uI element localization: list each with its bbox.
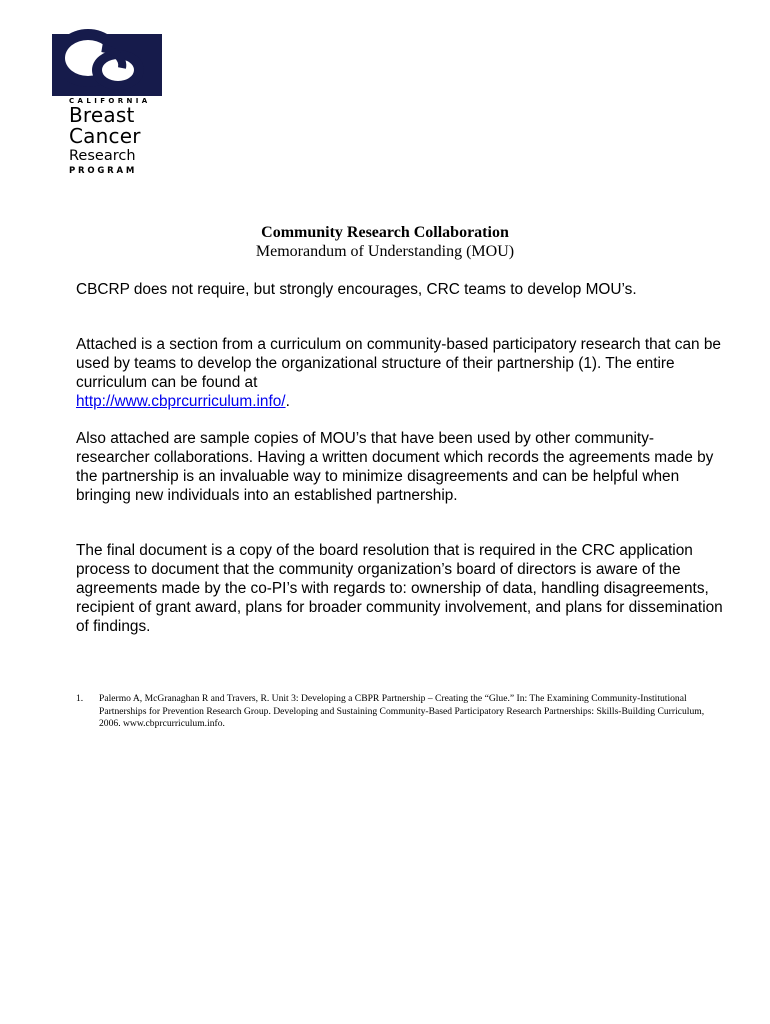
logo-research: Research	[69, 148, 136, 164]
curriculum-link[interactable]: http://www.cbprcurriculum.info/	[76, 393, 286, 410]
logo-program: PROGRAM	[69, 166, 138, 176]
paragraph-2-content	[76, 335, 726, 411]
footnote-number: 1.	[76, 693, 84, 704]
paragraph-3	[76, 429, 726, 505]
logo-mark-icon	[52, 28, 162, 96]
logo-california: CALIFORNIA	[69, 97, 151, 105]
title-main: Community Research Collaboration	[261, 224, 509, 241]
paragraph-2-text: Attached is a section from a curriculum on community-based participatory research that can be used by teams to develop the organizational structure of their partnership (1). The entire curriculum can be found at	[76, 336, 721, 391]
paragraph-4	[76, 541, 726, 636]
logo-wordmark	[69, 98, 151, 176]
document-title	[0, 223, 770, 261]
logo-cancer: Cancer	[69, 124, 141, 148]
paragraph-2-end: .	[285, 393, 290, 410]
paragraph-1	[76, 280, 726, 299]
footnote-text: Palermo A, McGranaghan R and Travers, R. Unit 3: Developing a CBPR Partnership – Creating the “Glue.” In: The Examining Community-Institutional Partnerships for Prevention Research Group. Developing and Sustaining Community-Based Participatory Research Partnerships: Skills-Building Curriculum, 2006. www.cbprcurriculum.info.	[99, 693, 705, 729]
paragraph-2	[76, 335, 726, 411]
paragraph-1-text: CBCRP does not require, but strongly encourages, CRC teams to develop MOU’s.	[76, 281, 637, 298]
title-sub: Memorandum of Understanding (MOU)	[255, 243, 515, 260]
cbcrp-logo	[52, 28, 167, 183]
paragraph-4-text: The final document is a copy of the board resolution that is required in the CRC application process to document that the community organization’s board of directors is aware of the agreements made by the co-PI’s with regards to: ownership of data, handling disagreements, recipient of grant award, plans for broader community involvement, and plans for dissemination of findings.	[76, 542, 723, 635]
paragraph-3-text: Also attached are sample copies of MOU’s that have been used by other community-researcher collaborations. Having a written document which records the agreements made by the partnership is an invaluable way to minimize disagreements and can be helpful when bringing new individuals into an established partnership.	[76, 430, 714, 504]
logo-breast: Breast	[69, 103, 135, 127]
